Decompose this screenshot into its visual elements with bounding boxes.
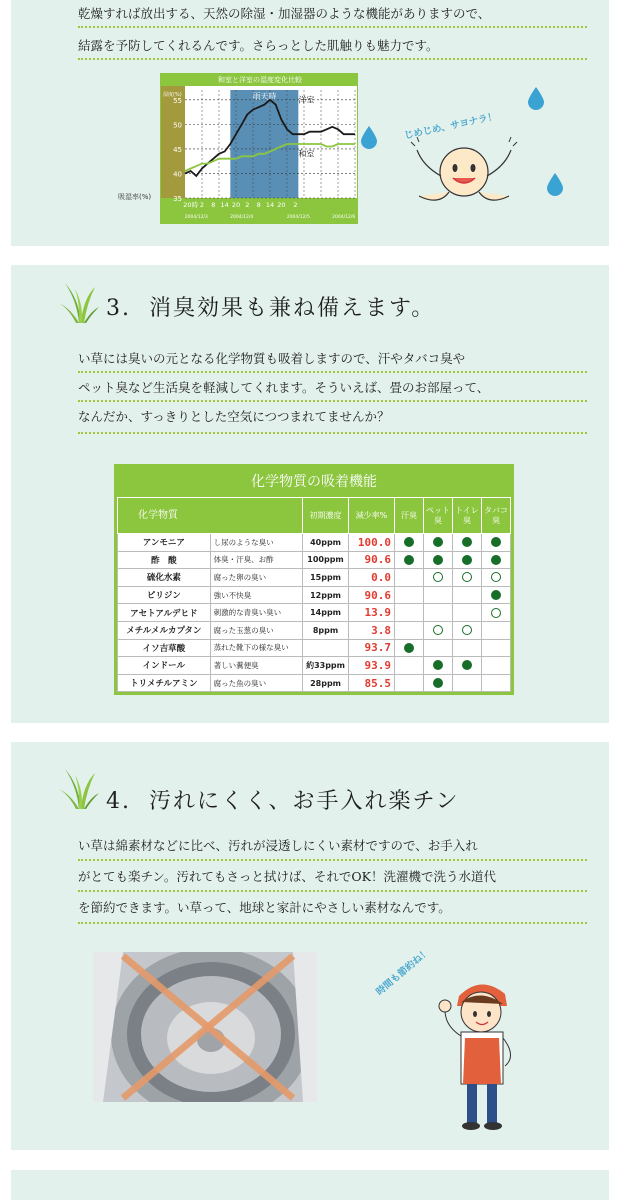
initial-concentration: 約33ppm: [303, 657, 349, 675]
dotted-divider: [78, 890, 587, 892]
reduction-rate: 0.0: [349, 569, 395, 587]
effect-pet: [424, 657, 453, 675]
reduction-rate: 85.5: [349, 674, 395, 692]
section-heading: [106, 784, 459, 815]
grass-icon: [59, 281, 99, 323]
effect-sweat: [395, 569, 424, 587]
next-section-panel: [11, 1170, 609, 1200]
table-row: [118, 551, 511, 569]
dotted-divider: [78, 58, 587, 60]
effect-tobacco: [482, 674, 511, 692]
col-header-toilet: トイレ臭: [453, 498, 482, 534]
effect-sweat: [395, 604, 424, 622]
col-header-ppm: 初期濃度: [303, 498, 349, 534]
reduction-rate: 93.7: [349, 639, 395, 657]
substance-odor: し尿のような臭い: [210, 534, 302, 552]
initial-concentration: 100ppm: [303, 551, 349, 569]
initial-concentration: 28ppm: [303, 674, 349, 692]
chart-title: 和室と洋室の湿度変化比較: [161, 74, 358, 86]
effect-tobacco: [482, 569, 511, 587]
filled-circle-icon: [433, 678, 443, 688]
water-drop-icon: [360, 125, 378, 149]
x-tick-label: 8: [211, 201, 216, 209]
smiling-character-icon: [409, 136, 519, 208]
body-text-line: 結露を予防してくれるんです。さらっとした肌触りも魅力です。: [78, 38, 439, 53]
effect-sweat: [395, 586, 424, 604]
substance-odor: 著しい糞便臭: [210, 657, 302, 675]
effect-pet: [424, 569, 453, 587]
substance-name: アンモニア: [118, 534, 211, 552]
substance-odor: 腐った魚の臭い: [210, 674, 302, 692]
effect-toilet: [453, 551, 482, 569]
x-tick-label: 20: [277, 201, 286, 209]
open-circle-icon: [491, 572, 501, 582]
col-header-tobacco: タバコ臭: [482, 498, 511, 534]
y-tick-label: 55: [173, 96, 182, 105]
body-text-line: い草には臭いの元となる化学物質も吸着しますので、汗やタバコ臭や: [78, 351, 466, 366]
reduction-rate: 93.9: [349, 657, 395, 675]
filled-circle-icon: [491, 555, 501, 565]
effect-sweat: [395, 534, 424, 552]
initial-concentration: 40ppm: [303, 534, 349, 552]
substance-name: メチルメルカプタン: [118, 621, 211, 639]
substance-odor: 腐った玉葱の臭い: [210, 621, 302, 639]
substance-name: イソ吉草酸: [118, 639, 211, 657]
substance-odor: 体臭・汗臭、お酢: [210, 551, 302, 569]
y-tick-label: 35: [173, 195, 182, 203]
effect-tobacco: [482, 534, 511, 552]
section-heading: [106, 291, 435, 322]
filled-circle-icon: [462, 555, 472, 565]
series-label: 洋室: [298, 95, 315, 105]
filled-circle-icon: [433, 537, 443, 547]
effect-tobacco: [482, 657, 511, 675]
table-row: [118, 657, 511, 675]
col-header-pet: ペット臭: [424, 498, 453, 534]
effect-pet: [424, 586, 453, 604]
open-circle-icon: [433, 625, 443, 635]
effect-toilet: [453, 569, 482, 587]
dotted-divider: [78, 859, 587, 861]
humidity-line-chart: [161, 86, 358, 224]
effect-toilet: [453, 674, 482, 692]
initial-concentration: [303, 639, 349, 657]
substance-odor: 刺激的な青臭い臭い: [210, 604, 302, 622]
effect-pet: [424, 534, 453, 552]
initial-concentration: 14ppm: [303, 604, 349, 622]
open-circle-icon: [462, 625, 472, 635]
effect-sweat: [395, 674, 424, 692]
speech-text: じめじめ、サヨナラ！: [403, 111, 499, 142]
x-tick-label: 20時: [183, 201, 199, 209]
effect-tobacco: [482, 604, 511, 622]
reduction-rate: 13.9: [349, 604, 395, 622]
reduction-rate: 90.6: [349, 551, 395, 569]
date-label: 2004/12/5: [286, 215, 310, 220]
body-text-line: なんだか、すっきりとした空気につつまれてませんか？: [78, 409, 390, 424]
substance-name: トリメチルアミン: [118, 674, 211, 692]
effect-tobacco: [482, 551, 511, 569]
x-tick-label: 14: [220, 201, 229, 209]
filled-circle-icon: [462, 660, 472, 670]
chart-side-label: 吸湿率(%): [118, 193, 152, 201]
washing-machine-photo: [93, 952, 317, 1102]
dotted-divider: [78, 400, 587, 402]
body-text-line: ペット臭など生活臭を軽減してくれます。そういえば、畳のお部屋って、: [78, 380, 490, 395]
effect-toilet: [453, 639, 482, 657]
section-title: 汚れにくく、お手入れ楽チン: [149, 789, 460, 814]
x-tick-label: 8: [256, 201, 261, 209]
reduction-rate: 100.0: [349, 534, 395, 552]
table-row: [118, 569, 511, 587]
effect-pet: [424, 674, 453, 692]
washing-machine-image: [93, 952, 317, 1102]
initial-concentration: 12ppm: [303, 586, 349, 604]
table-row: [118, 604, 511, 622]
filled-circle-icon: [404, 643, 414, 653]
effect-tobacco: [482, 639, 511, 657]
effect-toilet: [453, 604, 482, 622]
effect-pet: [424, 639, 453, 657]
body-text-line: 乾燥すれば放出する、天然の除湿・加湿器のような機能がありますので、: [78, 6, 491, 21]
dotted-divider: [78, 922, 587, 924]
effect-pet: [424, 604, 453, 622]
x-tick-label: 14: [265, 201, 275, 209]
filled-circle-icon: [491, 537, 501, 547]
water-drop-icon: [546, 172, 564, 196]
section-title: 消臭効果も兼ね備えます。: [149, 296, 436, 321]
initial-concentration: 15ppm: [303, 569, 349, 587]
open-circle-icon: [433, 572, 443, 582]
section-number: 4.: [106, 789, 131, 814]
open-circle-icon: [462, 572, 472, 582]
y-axis-label: 湿度(%): [163, 92, 182, 98]
x-tick-label: 2: [245, 201, 250, 209]
effect-toilet: [453, 534, 482, 552]
grass-icon: [59, 767, 99, 809]
filled-circle-icon: [433, 555, 443, 565]
series-label: 和室: [298, 149, 315, 159]
reduction-rate: 3.8: [349, 621, 395, 639]
humidity-chart: [160, 73, 358, 224]
section-easy-care: [11, 742, 609, 1150]
dotted-divider: [78, 26, 587, 28]
speech-text: 時間も節約ね！: [374, 946, 433, 998]
substance-odor: 蒸れた靴下の様な臭い: [210, 639, 302, 657]
substance-name: インドール: [118, 657, 211, 675]
effect-tobacco: [482, 621, 511, 639]
effect-toilet: [453, 586, 482, 604]
y-tick-label: 45: [173, 145, 182, 154]
date-label: 2004/12/3: [184, 215, 208, 220]
water-drop-icon: [527, 86, 545, 110]
substance-odor: 強い不快臭: [210, 586, 302, 604]
substance-name: 酢 酸: [118, 551, 211, 569]
effect-tobacco: [482, 586, 511, 604]
y-tick-label: 40: [173, 170, 182, 179]
col-header-sweat: 汗臭: [395, 498, 424, 534]
effect-pet: [424, 621, 453, 639]
section-number: 3.: [106, 296, 131, 321]
x-tick-label: 2: [199, 201, 205, 209]
initial-concentration: 8ppm: [303, 621, 349, 639]
date-label: 2004/12/4: [230, 215, 254, 220]
table-row: [118, 639, 511, 657]
reduction-rate: 90.6: [349, 586, 395, 604]
dotted-divider: [78, 432, 587, 434]
chemical-adsorption-table: [114, 464, 514, 695]
dotted-divider: [78, 371, 587, 373]
section-humidity: [11, 0, 609, 246]
effect-toilet: [453, 621, 482, 639]
y-tick-label: 50: [173, 121, 182, 130]
col-header-rate: 減少率%: [349, 498, 395, 534]
effect-pet: [424, 551, 453, 569]
table-row: [118, 674, 511, 692]
filled-circle-icon: [404, 537, 414, 547]
filled-circle-icon: [433, 660, 443, 670]
col-header-substance: 化学物質: [118, 498, 303, 534]
woman-thumbs-up-icon: [431, 966, 531, 1136]
effect-sweat: [395, 551, 424, 569]
body-text-line: を節約できます。い草って、地球と家計にやさしい素材なんです。: [78, 900, 451, 915]
rain-band-label: 雨天時: [252, 92, 277, 101]
x-tick-label: 20: [231, 201, 241, 209]
substance-odor: 腐った卵の臭い: [210, 569, 302, 587]
table-row: [118, 586, 511, 604]
substance-name: アセトアルデヒド: [118, 604, 211, 622]
body-text-line: い草は綿素材などに比べ、汚れが浸透しにくい素材ですので、お手入れ: [78, 838, 478, 853]
filled-circle-icon: [404, 555, 414, 565]
table-title: 化学物質の吸着機能: [117, 467, 511, 497]
date-label: 2004/12/6: [332, 215, 356, 220]
substance-name: 硫化水素: [118, 569, 211, 587]
effect-sweat: [395, 657, 424, 675]
filled-circle-icon: [462, 537, 472, 547]
table-row: [118, 621, 511, 639]
table-row: [118, 534, 511, 552]
open-circle-icon: [491, 608, 501, 618]
body-text-line: がとても楽チン。汚れてもさっと拭けば、それでOK！洗濯機で洗う水道代: [78, 869, 496, 884]
effect-toilet: [453, 657, 482, 675]
x-tick-label: 2: [293, 201, 298, 209]
effect-sweat: [395, 639, 424, 657]
substance-name: ピリジン: [118, 586, 211, 604]
effect-sweat: [395, 621, 424, 639]
section-deodorize: [11, 265, 609, 723]
filled-circle-icon: [491, 590, 501, 600]
